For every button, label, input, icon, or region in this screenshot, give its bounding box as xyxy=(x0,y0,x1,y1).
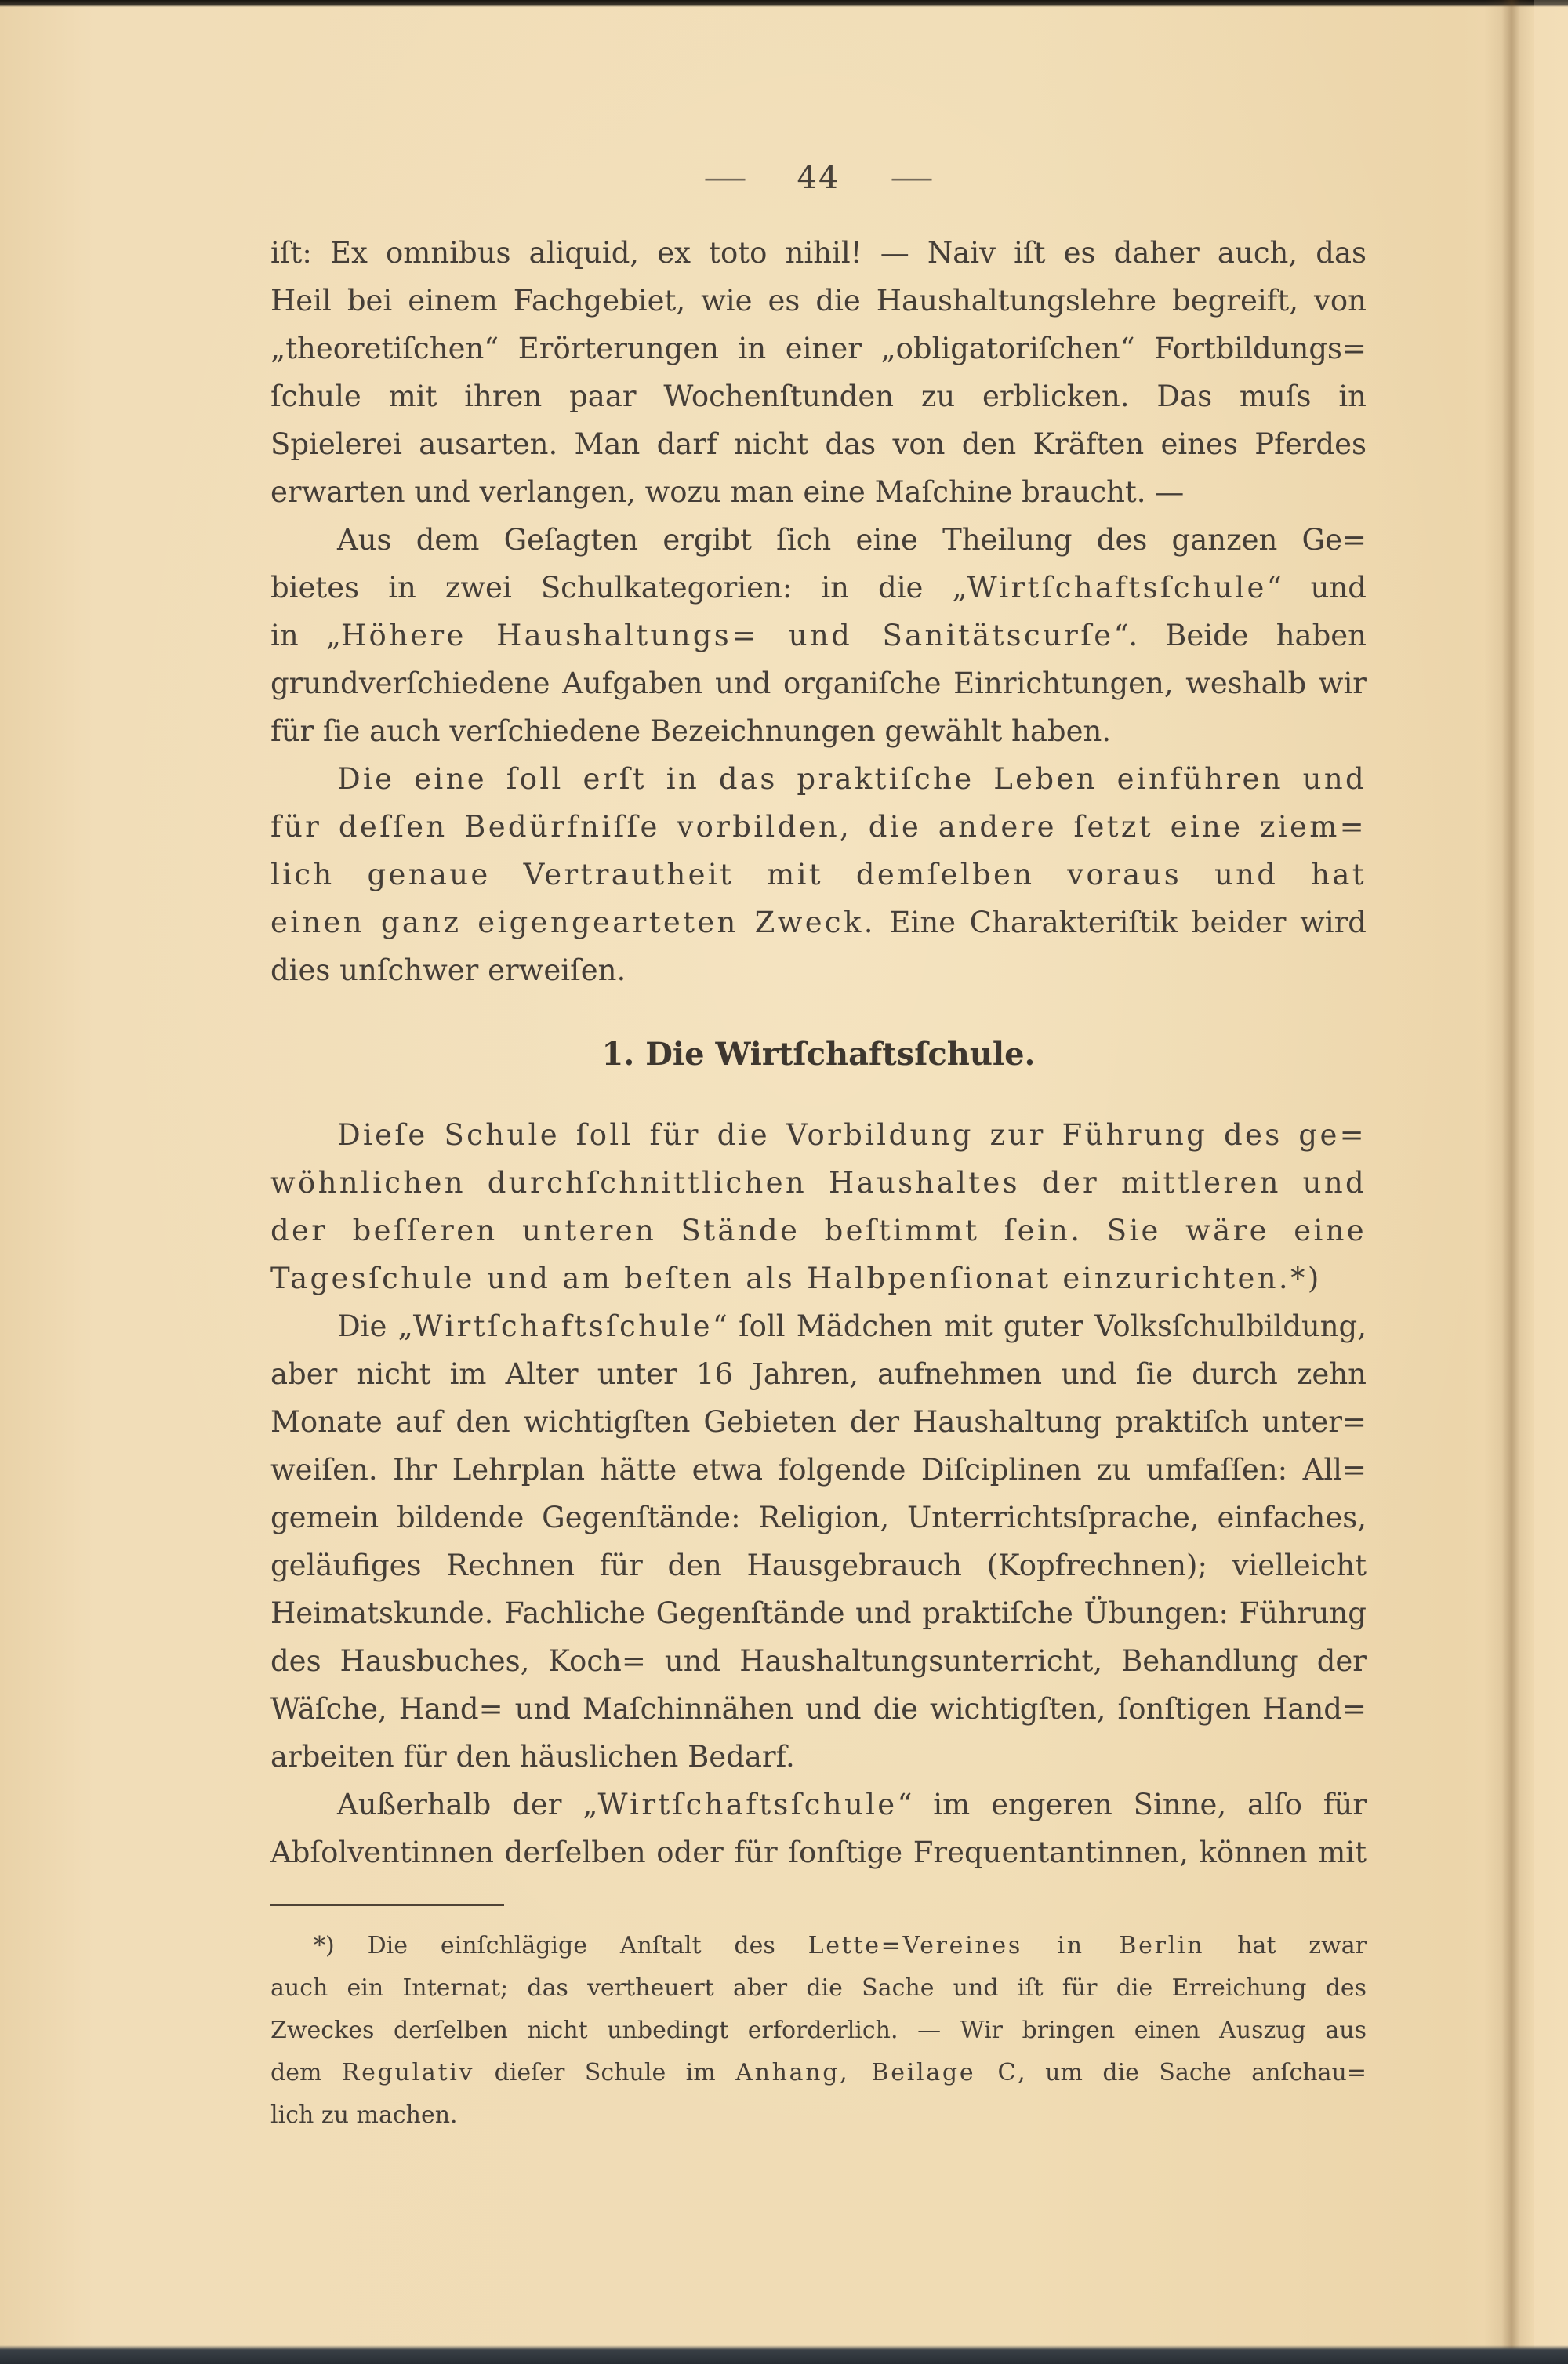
footnote-rule xyxy=(270,1904,504,1906)
letterspaced-text: Die eine ſoll erſt in das praktiſche Leben einführen und xyxy=(337,762,1367,796)
text-run: des Hausbuches, Koch= und Haushaltungsunterricht, Behandlung der xyxy=(270,1644,1367,1678)
page-crease xyxy=(1484,0,1534,2364)
letterspaced-text: Höhere Haushaltungs= und Sanitätscurſe xyxy=(340,619,1114,652)
text-line xyxy=(270,1350,1367,1398)
text-line xyxy=(270,420,1367,468)
text-line xyxy=(270,851,1367,899)
text-line xyxy=(270,277,1367,325)
text-run: lich zu machen. xyxy=(270,2101,458,2129)
text-run: “ ſoll Mädchen mit guter Volksſchulbildung, xyxy=(712,1309,1367,1343)
letterspaced-text: Regulativ xyxy=(341,2059,475,2086)
letterspaced-text: Wirtſchaftsſchule xyxy=(967,571,1267,605)
text-run: dem xyxy=(270,2059,342,2086)
text-line xyxy=(270,1207,1367,1255)
header-right-dash: — xyxy=(890,160,935,196)
text-run: Zweckes derſelben nicht unbedingt erforderlich. — Wir bringen einen Auszug aus xyxy=(270,2017,1367,2044)
letterspaced-text: wöhnlichen durchſchnittlichen Haushaltes der mittleren und xyxy=(270,1166,1367,1200)
text-line xyxy=(270,1111,1367,1159)
scan-edge-bottom xyxy=(0,2345,1568,2364)
text-line xyxy=(270,325,1367,372)
text-line xyxy=(270,1781,1367,1828)
paragraph xyxy=(270,755,1367,994)
text-line xyxy=(270,1828,1367,1876)
text-run: dieſer Schule im xyxy=(474,2059,736,2086)
text-line xyxy=(270,1637,1367,1685)
text-line xyxy=(270,1494,1367,1542)
footnote xyxy=(270,1925,1367,2137)
text-run: gemein bildende Gegenſtände: Religion, Unterrichtsſprache, einfaches, xyxy=(270,1501,1367,1534)
page-header xyxy=(270,160,1367,196)
adjacent-page-edge xyxy=(1534,0,1568,2364)
text-run: Spielerei ausarten. Man darf nicht das von den Kräften eines Pferdes xyxy=(270,427,1367,461)
text-run: arbeiten für den häuslichen Bedarf. xyxy=(270,1740,795,1774)
letterspaced-text: für deſſen Bedürfniſſe vorbilden, die andere ſetzt eine ziem= xyxy=(270,810,1367,844)
text-line xyxy=(270,516,1367,564)
text-run: , um die Sache anſchau= xyxy=(1018,2059,1367,2086)
text-run: “ und xyxy=(1266,571,1367,605)
text-run: „theoretiſchen“ Erörterungen in einer „obligatoriſchen“ Fortbildungs= xyxy=(270,332,1367,365)
text-run: hat zwar xyxy=(1204,1932,1367,1959)
text-run: Aus dem Geſagten ergibt ſich eine Theilung des ganzen Ge= xyxy=(337,523,1367,557)
text-run: ſchule mit ihren paar Wochenſtunden zu erblicken. Das muſs in xyxy=(270,379,1367,413)
text-run: Wäſche, Hand= und Maſchinnähen und die wichtigſten, ſonſtigen Hand= xyxy=(270,1692,1367,1726)
text-line xyxy=(270,707,1367,755)
text-line xyxy=(270,1925,1367,1967)
text-run: auch ein Internat; das vertheuert aber die Sache und iſt für die Erreichung des xyxy=(270,1974,1367,2002)
paragraph xyxy=(270,516,1367,755)
text-column xyxy=(270,229,1367,1876)
page-number: 44 xyxy=(797,160,840,196)
section-heading: 1. Die Wirtſchaftsſchule. xyxy=(601,1036,1036,1073)
text-line xyxy=(270,1159,1367,1207)
header-left-dash: — xyxy=(702,160,747,196)
paragraph xyxy=(270,1302,1367,1781)
text-run: grundverſchiedene Aufgaben und organiſche Einrichtungen, weshalb wir xyxy=(270,666,1367,700)
text-run: aber nicht im Alter unter 16 Jahren, aufnehmen und ſie durch zehn xyxy=(270,1357,1367,1391)
text-line xyxy=(270,612,1367,659)
text-line xyxy=(270,1398,1367,1446)
paragraph xyxy=(270,229,1367,516)
text-run: Heil bei einem Fachgebiet, wie es die Haushaltungslehre begreift, von xyxy=(270,284,1367,318)
letterspaced-text: Anhang, Beilage C xyxy=(735,2059,1018,2086)
text-line xyxy=(270,1685,1367,1733)
letterspaced-text: einen ganz eigengearteten Zweck. xyxy=(270,906,876,939)
letterspaced-text: Wirtſchaftsſchule xyxy=(412,1309,713,1343)
letterspaced-text: Lette=Vereines in Berlin xyxy=(808,1932,1205,1959)
letterspaced-text: Wirtſchaftsſchule xyxy=(597,1788,898,1821)
text-line xyxy=(270,2010,1367,2052)
text-line xyxy=(270,755,1367,803)
text-run: bietes in zwei Schulkategorien: in die „ xyxy=(270,571,967,605)
text-line xyxy=(270,899,1367,946)
text-line xyxy=(270,1302,1367,1350)
text-run: in „ xyxy=(270,619,341,652)
letterspaced-text: Dieſe Schule ſoll für die Vorbildung zur Führung des ge= xyxy=(337,1118,1367,1152)
text-run: für ſie auch verſchiedene Bezeichnungen gewählt haben. xyxy=(270,714,1112,748)
text-line xyxy=(270,803,1367,851)
letterspaced-text: der beſſeren unteren Stände beſtimmt ſein. Sie wäre eine xyxy=(270,1214,1367,1247)
paragraph xyxy=(270,1111,1367,1302)
text-run: Eine Charakteriſtik beider wird xyxy=(875,906,1367,939)
text-run: weiſen. Ihr Lehrplan hätte etwa folgende Diſciplinen zu umfaſſen: All= xyxy=(270,1453,1367,1487)
text-line xyxy=(270,372,1367,420)
scan-edge-top xyxy=(0,0,1568,7)
text-run: erwarten und verlangen, wozu man eine Maſchine braucht. — xyxy=(270,475,1185,509)
text-run: Monate auf den wichtigſten Gebieten der Haushaltung praktiſch unter= xyxy=(270,1405,1367,1439)
text-run: iſt: Ex omnibus aliquid, ex toto nihil! — Naiv iſt es daher auch, das xyxy=(270,236,1367,270)
letterspaced-text: lich genaue Vertrautheit mit demſelben voraus und hat xyxy=(270,858,1367,891)
text-line xyxy=(270,2052,1367,2094)
text-run: “. Beide haben xyxy=(1113,619,1367,652)
text-line xyxy=(270,1542,1367,1589)
text-run: Außerhalb der „ xyxy=(337,1788,598,1821)
text-run: Abſolventinnen derſelben oder für ſonſtige Frequentantinnen, können mit xyxy=(270,1836,1367,1869)
text-run: Die „ xyxy=(337,1309,413,1343)
text-line xyxy=(270,564,1367,612)
text-line xyxy=(270,1589,1367,1637)
text-line xyxy=(270,468,1367,516)
text-line xyxy=(270,1733,1367,1781)
paragraph xyxy=(270,1781,1367,1876)
text-run: Heimatskunde. Fachliche Gegenſtände und praktiſche Übungen: Führung xyxy=(270,1596,1367,1630)
letterspaced-text: Tagesſchule und am beſten als Halbpenſionat einzurichten.*) xyxy=(270,1262,1322,1295)
text-run: *) Die einſchlägige Anſtalt des xyxy=(314,1932,808,1959)
text-line xyxy=(270,659,1367,707)
text-line xyxy=(270,1446,1367,1494)
text-line xyxy=(270,229,1367,277)
text-run: geläufiges Rechnen für den Hausgebrauch (Kopfrechnen); vielleicht xyxy=(270,1549,1367,1582)
text-line xyxy=(270,2094,1367,2137)
text-line xyxy=(270,1255,1367,1302)
text-line xyxy=(270,946,1367,994)
text-run: dies unſchwer erweiſen. xyxy=(270,953,626,987)
text-run: “ im engeren Sinne, alſo für xyxy=(897,1788,1367,1821)
text-line xyxy=(270,1967,1367,2010)
